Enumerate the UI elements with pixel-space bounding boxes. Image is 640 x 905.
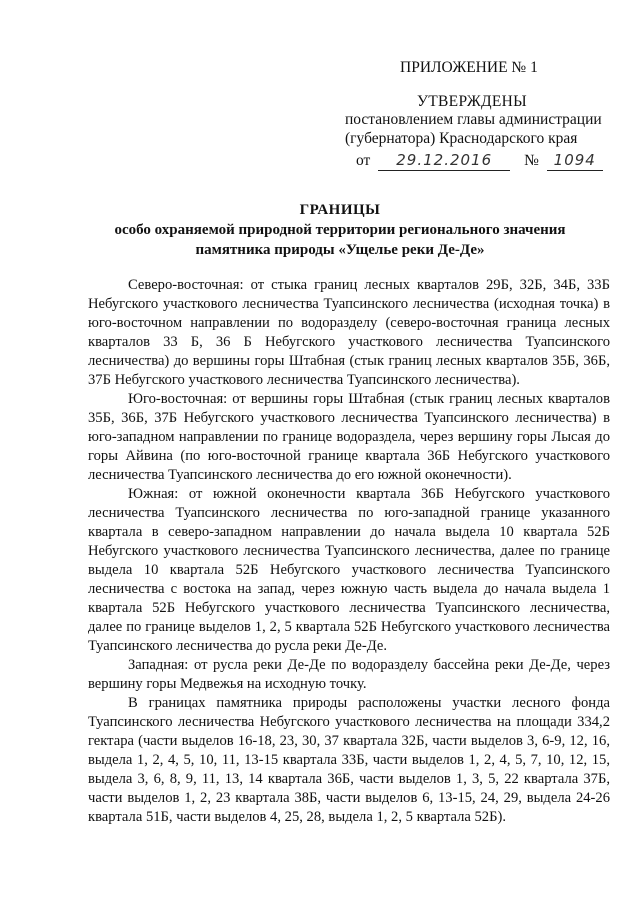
date-label: от <box>356 152 371 169</box>
decree-line-2: (губернатора) Краснодарского края <box>345 130 578 147</box>
document-title <box>70 200 610 260</box>
title-line-2: особо охраняемой природной территории регионального значения <box>114 222 566 238</box>
decree-line-1: постановлением главы администрации <box>345 111 602 128</box>
approved-label: УТВЕРЖДЕНЫ <box>417 93 527 110</box>
title-line-3: памятника природы «Ущелье реки Де-Де» <box>195 242 485 258</box>
paragraph-area: В границах памятника природы расположены участки лесного фонда Туапсинского лесничества Небугского участкового лесничества на площади 334,2 гектара (части выделов 16-18, 23, 30, 37 квартала 32Б, части выделов 3, 6-9, 12, 16, выдела 1, 2, 4, 5, 10, 11, 13-15 квартала 33Б, части выделов 1, 2, 4, 5, 7, 10, 12, 15, выдела 3, 6, 8, 9, 11, 13, 14 квартала 36Б, части выделов 1, 3, 5, 22 квартала 37Б, части выделов 1, 2, 23 квартала 38Б, части выделов 6, 13-15, 24, 29, выдела 24-26 квартала 51Б, части выделов 4, 25, 28, выдела 1, 2, 5 квартала 52Б). <box>88 695 610 825</box>
handwritten-number: 1094 <box>547 150 603 171</box>
appendix-label: ПРИЛОЖЕНИЕ № 1 <box>400 59 538 76</box>
number-label: № <box>524 152 539 169</box>
paragraph-northeast: Северо-восточная: от стыка границ лесных кварталов 29Б, 32Б, 34Б, 33Б Небугского участкового лесничества Туапсинского лесничества (исходная точка) в юго-восточном направлении по водоразделу (северо-восточная граница лесных кварталов 33 Б, 36 Б Небугского участкового лесничества Туапсинского лесничества) до вершины горы Штабная (стык границ лесных кварталов 35Б, 36Б, 37Б Небугского участкового лесничества Туапсинского лесничества). <box>88 277 610 388</box>
paragraph-southeast: Юго-восточная: от вершины горы Штабная (стык границ лесных кварталов 35Б, 36Б, 37Б Небугского участкового лесничества Туапсинского лесничества) в юго-западном направлении по границе водораздела, через вершину горы Лысая до горы Айвина (по юго-восточной границе квартала 36Б Небугского участкового лесничества Туапсинского лесничества до его южной оконечности). <box>88 391 610 483</box>
decree-date-row <box>356 150 603 172</box>
paragraph-west: Западная: от русла реки Де-Де по водоразделу бассейна реки Де-Де, через вершину горы Медвежья на исходную точку. <box>88 657 610 692</box>
handwritten-date: 29.12.2016 <box>378 150 510 171</box>
title-line-1: ГРАНИЦЫ <box>299 202 381 218</box>
document-body <box>88 276 610 827</box>
paragraph-south: Южная: от южной оконечности квартала 36Б Небугского участкового лесничества Туапсинского лесничества по юго-западной границе указанного квартала в северо-западном направлении до начала выдела 10 квартала 52Б Небугского участкового лесничества Туапсинского лесничества, далее по границе выдела 10 квартала 52Б Небугского участкового лесничества Туапсинского лесничества с востока на запад, через южную часть выдела до начала выдела 1 квартала 52Б Небугского участкового лесничества Туапсинского лесничества, далее по границе выделов 1, 2, 5 квартала 52Б Небугского участкового лесничества Туапсинского лесничества до русла реки Де-Де. <box>88 486 610 654</box>
